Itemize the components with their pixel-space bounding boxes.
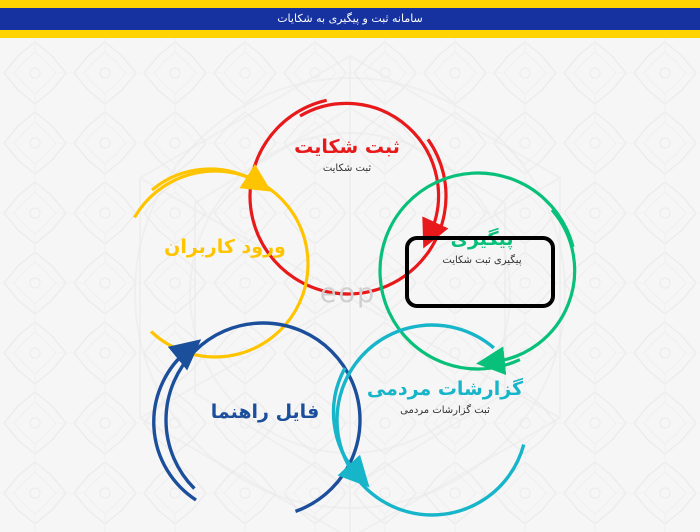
node-circle-login[interactable] — [88, 137, 342, 391]
node-circle-guide[interactable] — [126, 283, 400, 532]
node-title-complaint: ثبت شکایت — [294, 136, 400, 158]
node-title-public-reports: گزارشات مردمی — [366, 378, 524, 400]
node-title-login: ورود کاربران — [164, 236, 286, 258]
site-title-banner: سامانه ثبت و پیگیری به شکایات — [0, 8, 700, 30]
top-accent-bar-secondary — [0, 30, 700, 38]
process-diagram — [0, 38, 700, 532]
watermark-text: eop — [319, 278, 377, 309]
node-title-follow-up: پیگیری — [450, 228, 514, 250]
top-accent-bar — [0, 0, 700, 8]
selection-highlight-box[interactable] — [405, 236, 555, 308]
node-title-guide: فایل راهنما — [210, 401, 320, 423]
node-subtitle-complaint: ثبت شکایت — [322, 163, 372, 174]
node-subtitle-follow-up: پیگیری ثبت شکایت — [442, 255, 522, 266]
node-circle-public-reports[interactable] — [316, 304, 549, 532]
node-subtitle-public-reports: ثبت گزارشات مردمی — [400, 405, 490, 416]
